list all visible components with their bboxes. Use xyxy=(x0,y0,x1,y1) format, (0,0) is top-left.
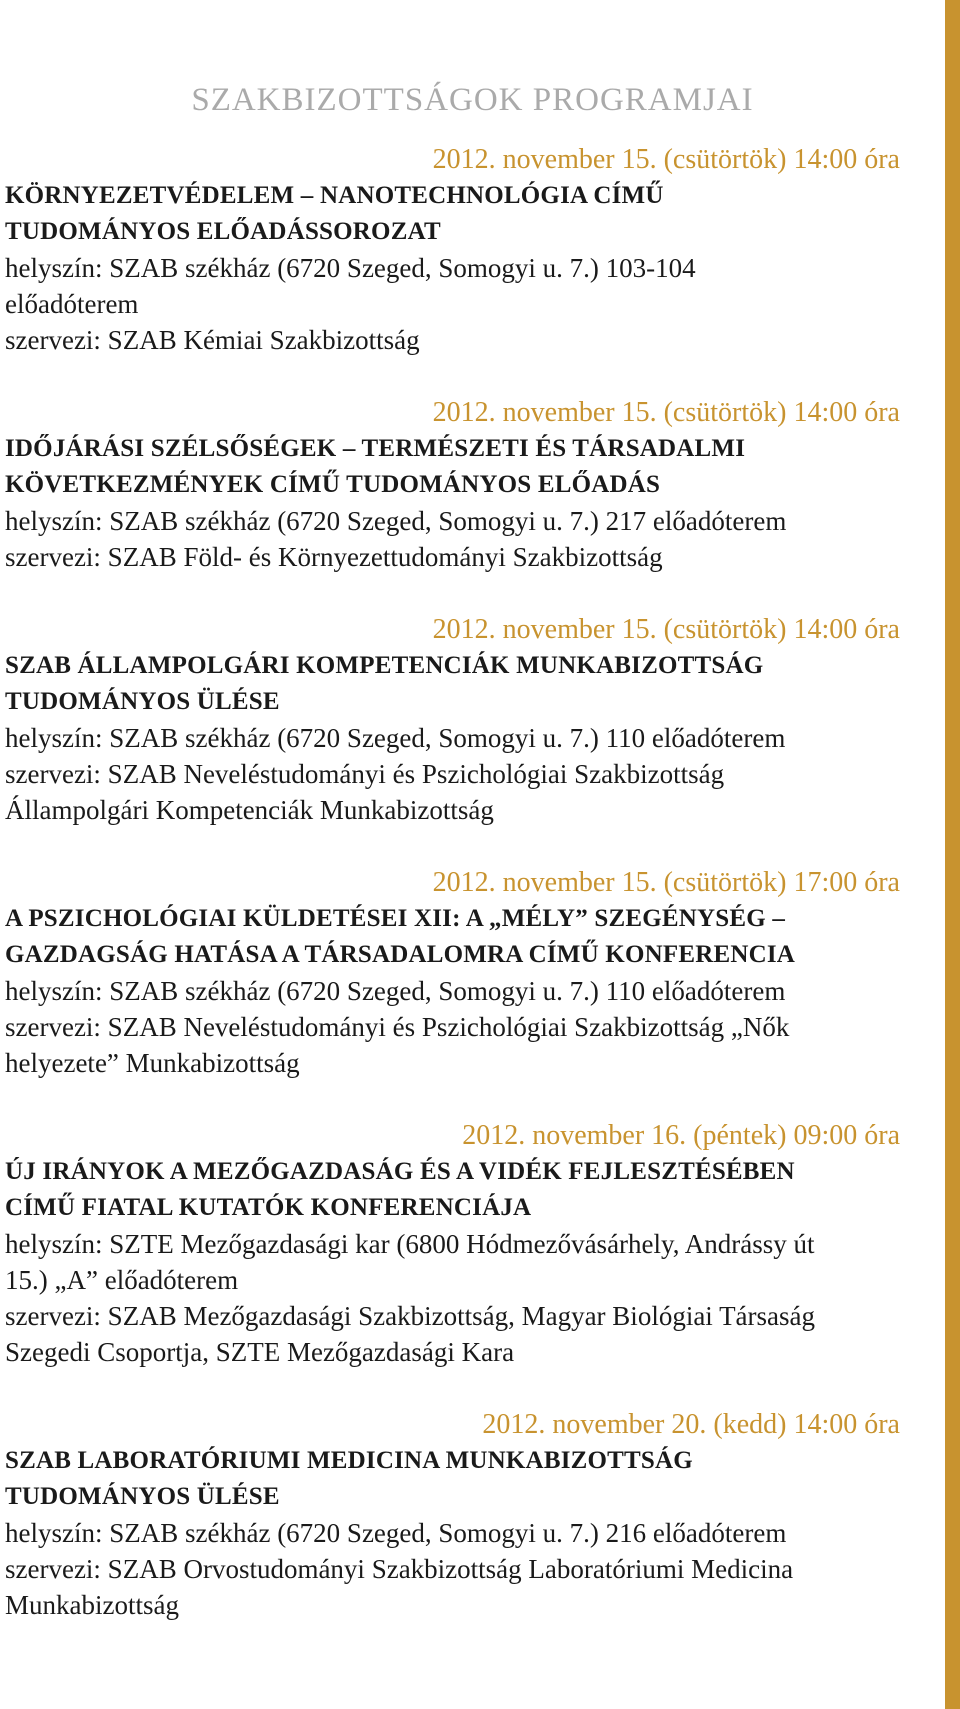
event-title xyxy=(5,1443,900,1515)
event-title xyxy=(5,648,900,720)
event-organizer-cont: Munkabizottság xyxy=(5,1590,179,1620)
event-location: helyszín: SZAB székház (6720 Szeged, Somogyi u. 7.) 216 előadóterem xyxy=(5,1518,787,1548)
event-item xyxy=(5,142,900,358)
event-date: 2012. november 20. (kedd) 14:00 óra xyxy=(482,1409,900,1440)
event-organizer-cont: Szegedi Csoportja, SZTE Mezőgazdasági Kara xyxy=(5,1337,515,1367)
event-title-line: KÖVETKEZMÉNYEK CÍMŰ TUDOMÁNYOS ELŐADÁS xyxy=(5,471,661,498)
event-item xyxy=(5,1407,900,1623)
event-date: 2012. november 15. (csütörtök) 14:00 óra xyxy=(432,614,900,645)
event-item xyxy=(5,865,900,1081)
event-title-line: CÍMŰ FIATAL KUTATÓK KONFERENCIÁJA xyxy=(5,1194,532,1221)
page-title: SZAKBIZOTTSÁGOK PROGRAMJAI xyxy=(191,82,754,118)
event-title-line: GAZDAGSÁG HATÁSA A TÁRSADALOMRA CÍMŰ KONFERENCIA xyxy=(5,941,796,968)
event-location: helyszín: SZTE Mezőgazdasági kar (6800 Hódmezővásárhely, Andrássy út xyxy=(5,1229,815,1259)
event-location-cont: 15.) „A” előadóterem xyxy=(5,1265,239,1295)
event-date: 2012. november 15. (csütörtök) 14:00 óra xyxy=(432,397,900,428)
event-title-line: ÚJ IRÁNYOK A MEZŐGAZDASÁG ÉS A VIDÉK FEJLESZTÉSÉBEN xyxy=(5,1158,795,1185)
event-title-line: TUDOMÁNYOS ELŐADÁSSOROZAT xyxy=(5,218,441,245)
event-date: 2012. november 15. (csütörtök) 17:00 óra xyxy=(432,867,900,898)
event-organizer: szervezi: SZAB Kémiai Szakbizottság xyxy=(5,325,420,355)
event-title-line: TUDOMÁNYOS ÜLÉSE xyxy=(5,1483,280,1510)
event-organizer-cont: helyezete” Munkabizottság xyxy=(5,1048,300,1078)
event-item xyxy=(5,395,900,575)
event-organizer: szervezi: SZAB Neveléstudományi és Pszichológiai Szakbizottság xyxy=(5,759,725,789)
event-organizer: szervezi: SZAB Mezőgazdasági Szakbizottság, Magyar Biológiai Társaság xyxy=(5,1301,816,1331)
event-organizer: szervezi: SZAB Föld- és Környezettudományi Szakbizottság xyxy=(5,542,663,572)
event-title xyxy=(5,1154,900,1226)
event-title-line: IDŐJÁRÁSI SZÉLSŐSÉGEK – TERMÉSZETI ÉS TÁRSADALMI xyxy=(5,435,746,462)
right-accent-bar xyxy=(945,0,960,1709)
event-title-line: KÖRNYEZETVÉDELEM – NANOTECHNOLÓGIA CÍMŰ xyxy=(5,182,664,209)
event-location: helyszín: SZAB székház (6720 Szeged, Somogyi u. 7.) 103-104 xyxy=(5,253,696,283)
event-organizer: szervezi: SZAB Neveléstudományi és Pszichológiai Szakbizottság „Nők xyxy=(5,1012,790,1042)
event-item xyxy=(5,612,900,828)
event-organizer: szervezi: SZAB Orvostudományi Szakbizottság Laboratóriumi Medicina xyxy=(5,1554,794,1584)
event-title xyxy=(5,901,900,973)
event-date: 2012. november 16. (péntek) 09:00 óra xyxy=(462,1120,900,1151)
event-location-cont: előadóterem xyxy=(5,289,139,319)
event-date: 2012. november 15. (csütörtök) 14:00 óra xyxy=(432,144,900,175)
event-location: helyszín: SZAB székház (6720 Szeged, Somogyi u. 7.) 110 előadóterem xyxy=(5,976,786,1006)
event-title xyxy=(5,178,900,250)
event-location: helyszín: SZAB székház (6720 Szeged, Somogyi u. 7.) 217 előadóterem xyxy=(5,506,787,536)
event-title-line: SZAB LABORATÓRIUMI MEDICINA MUNKABIZOTTSÁG xyxy=(5,1447,693,1474)
event-location: helyszín: SZAB székház (6720 Szeged, Somogyi u. 7.) 110 előadóterem xyxy=(5,723,786,753)
event-list xyxy=(5,142,900,1623)
event-title xyxy=(5,431,900,503)
event-title-line: A PSZICHOLÓGIAI KÜLDETÉSEI XII: A „MÉLY” SZEGÉNYSÉG – xyxy=(5,905,786,932)
event-title-line: SZAB ÁLLAMPOLGÁRI KOMPETENCIÁK MUNKABIZOTTSÁG xyxy=(5,652,764,679)
event-organizer-cont: Állampolgári Kompetenciák Munkabizottság xyxy=(5,795,494,825)
event-title-line: TUDOMÁNYOS ÜLÉSE xyxy=(5,688,280,715)
event-item xyxy=(5,1118,900,1370)
